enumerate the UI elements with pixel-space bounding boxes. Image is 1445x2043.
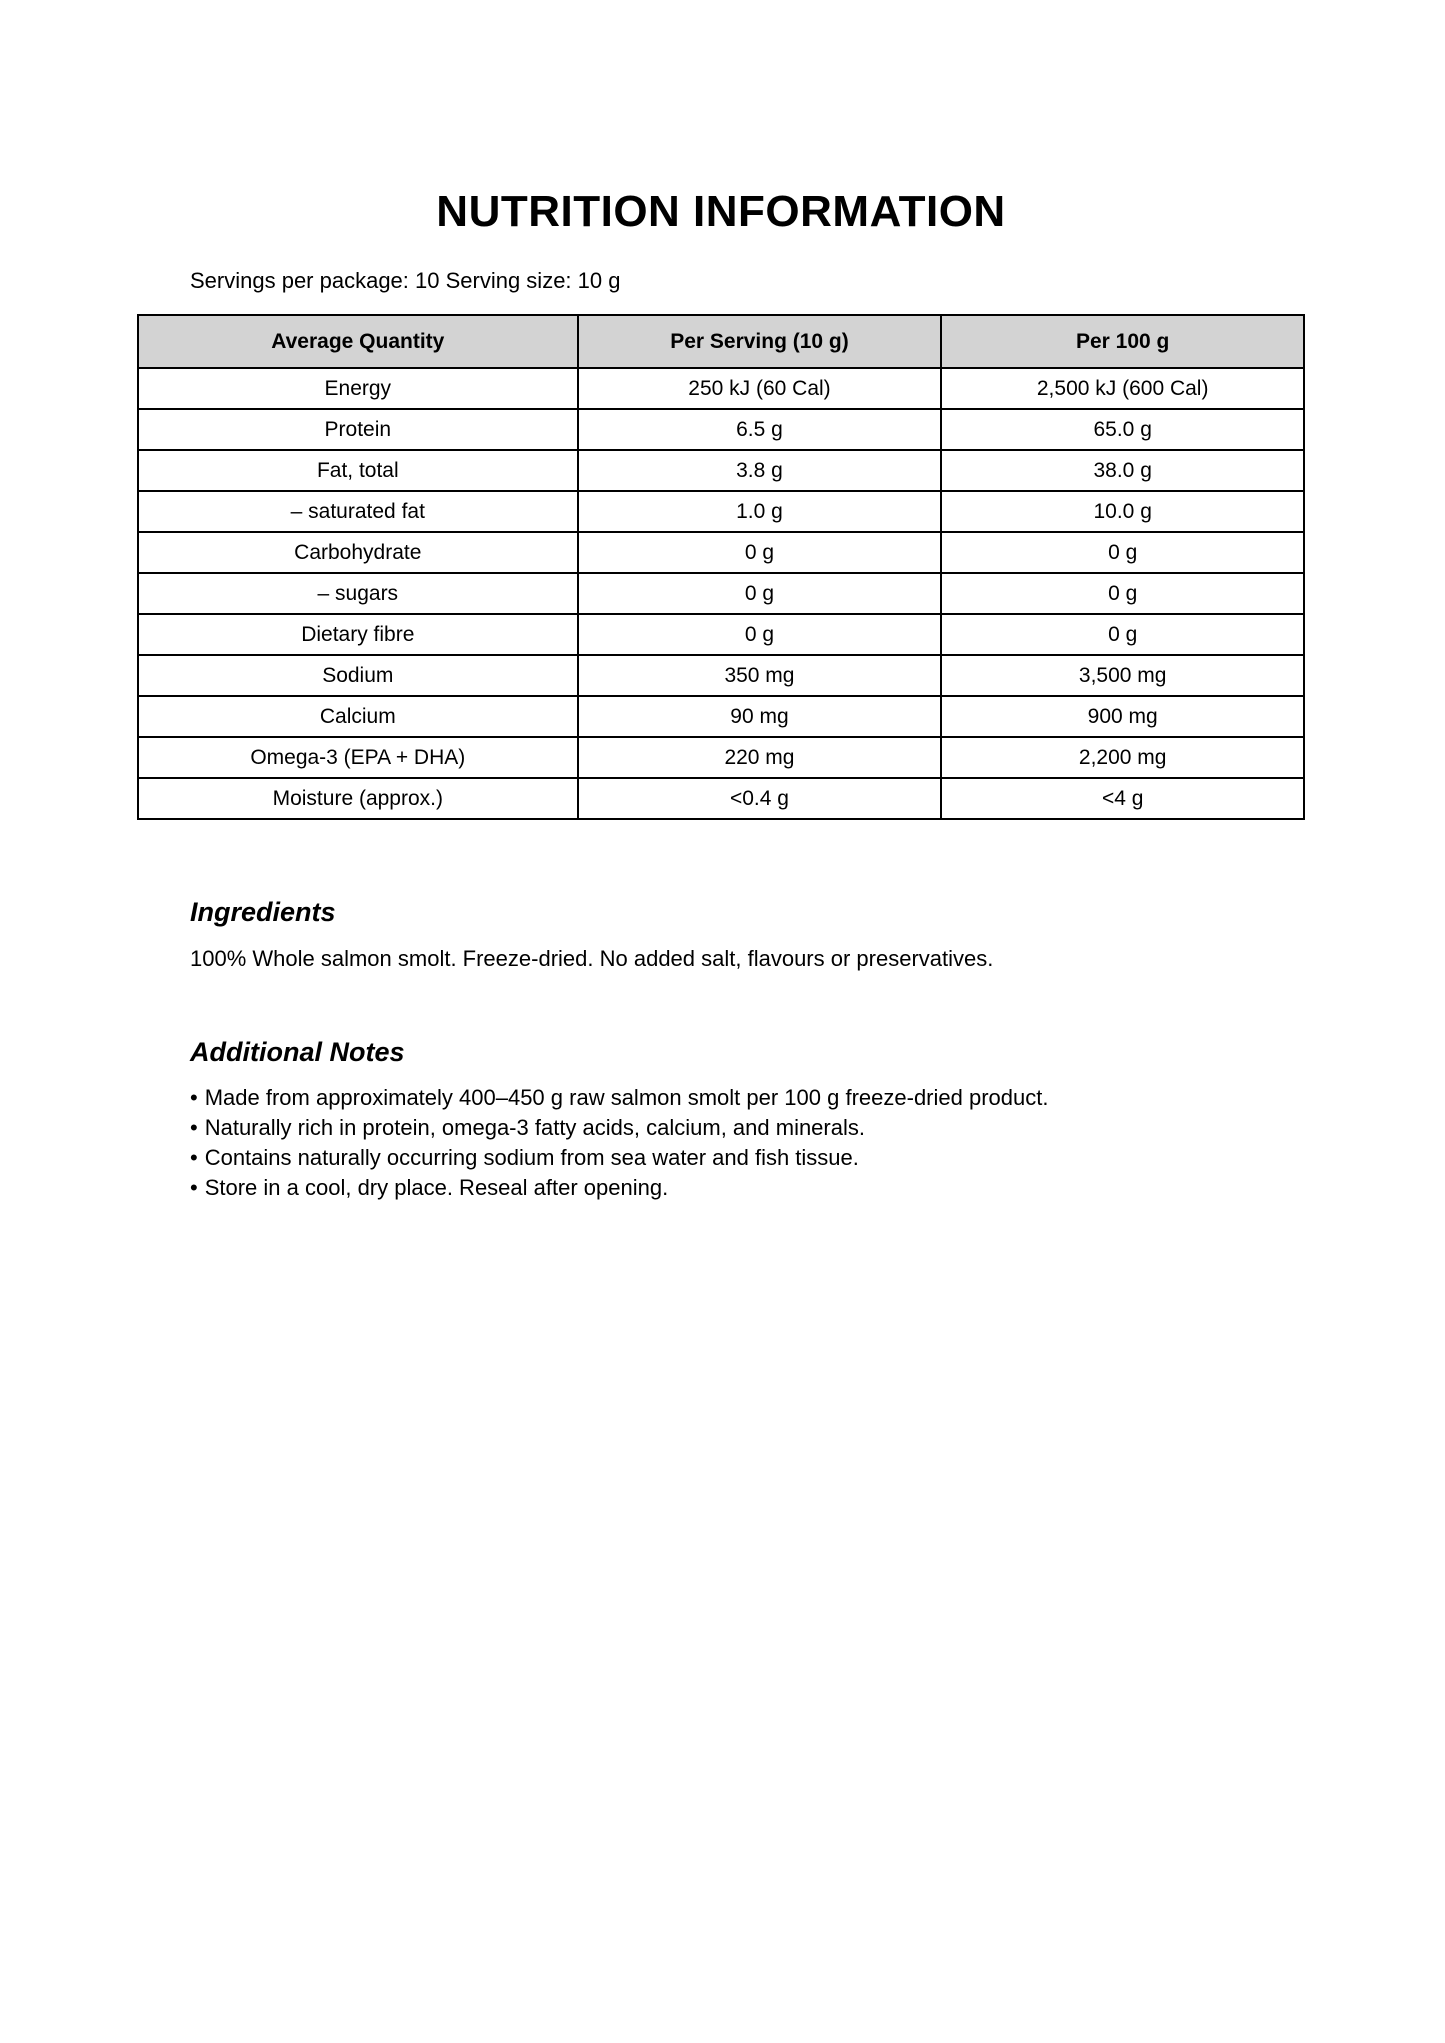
note-text: Store in a cool, dry place. Reseal after opening. — [204, 1174, 669, 1200]
nutrient-label: – saturated fat — [138, 491, 578, 532]
nutrient-label: Protein — [138, 409, 578, 450]
per-serving-value: 6.5 g — [578, 409, 942, 450]
note-item — [190, 1083, 1305, 1113]
nutrient-label: Fat, total — [138, 450, 578, 491]
table-row-fat-total — [138, 450, 1304, 491]
per-100g-value: 0 g — [941, 614, 1304, 655]
nutrient-label: Carbohydrate — [138, 532, 578, 573]
per-100g-value: 2,200 mg — [941, 737, 1304, 778]
table-row-carbohydrate — [138, 532, 1304, 573]
page-title: NUTRITION INFORMATION — [436, 187, 1006, 236]
per-100g-value: 0 g — [941, 532, 1304, 573]
nutrient-label: Energy — [138, 368, 578, 409]
column-header-per-serving: Per Serving (10 g) — [578, 315, 942, 368]
per-100g-value: 10.0 g — [941, 491, 1304, 532]
per-serving-value: 0 g — [578, 573, 942, 614]
note-text: Made from approximately 400–450 g raw salmon smolt per 100 g freeze-dried product. — [204, 1084, 1049, 1110]
per-100g-value: 3,500 mg — [941, 655, 1304, 696]
table-row-moisture — [138, 778, 1304, 819]
nutrient-label: – sugars — [138, 573, 578, 614]
bullet-glyph: • — [190, 1114, 198, 1140]
nutrient-label: Calcium — [138, 696, 578, 737]
per-serving-value: 90 mg — [578, 696, 942, 737]
table-row-sugars — [138, 573, 1304, 614]
column-header-per-100g: Per 100 g — [941, 315, 1304, 368]
column-header-average-quantity: Average Quantity — [138, 315, 578, 368]
per-serving-value: 3.8 g — [578, 450, 942, 491]
ingredients-text: 100% Whole salmon smolt. Freeze-dried. No added salt, flavours or preservatives. — [190, 946, 994, 972]
bullet-glyph: • — [190, 1084, 198, 1110]
note-text: Contains naturally occurring sodium from sea water and fish tissue. — [204, 1144, 859, 1170]
note-item — [190, 1113, 1305, 1143]
per-100g-value: 900 mg — [941, 696, 1304, 737]
per-serving-value: 0 g — [578, 532, 942, 573]
note-text: Naturally rich in protein, omega-3 fatty acids, calcium, and minerals. — [204, 1114, 865, 1140]
nutrition-table-header — [138, 315, 1304, 368]
nutrient-label: Omega-3 (EPA + DHA) — [138, 737, 578, 778]
table-row-dietary-fibre — [138, 614, 1304, 655]
ingredients-heading: Ingredients — [190, 897, 336, 927]
per-serving-value: 0 g — [578, 614, 942, 655]
servings-summary: Servings per package: 10 Serving size: 10 g — [190, 268, 621, 293]
per-serving-value: 220 mg — [578, 737, 942, 778]
bullet-glyph: • — [190, 1174, 198, 1200]
per-100g-value: 65.0 g — [941, 409, 1304, 450]
table-row-sodium — [138, 655, 1304, 696]
per-serving-value: 350 mg — [578, 655, 942, 696]
table-row-protein — [138, 409, 1304, 450]
per-serving-value: 1.0 g — [578, 491, 942, 532]
table-header-row — [138, 315, 1304, 368]
note-item — [190, 1143, 1305, 1173]
nutrition-table — [137, 314, 1305, 820]
note-item — [190, 1173, 1305, 1203]
document-page — [137, 0, 1305, 1203]
table-row-calcium — [138, 696, 1304, 737]
per-100g-value: <4 g — [941, 778, 1304, 819]
table-row-energy — [138, 368, 1304, 409]
additional-notes-heading: Additional Notes — [190, 1037, 405, 1068]
table-row-omega-3 — [138, 737, 1304, 778]
table-row-saturated-fat — [138, 491, 1304, 532]
nutrient-label: Moisture (approx.) — [138, 778, 578, 819]
per-100g-value: 2,500 kJ (600 Cal) — [941, 368, 1304, 409]
nutrient-label: Sodium — [138, 655, 578, 696]
nutrient-label: Dietary fibre — [138, 614, 578, 655]
additional-notes-list — [190, 1083, 1305, 1203]
nutrition-table-body — [138, 368, 1304, 819]
per-serving-value: <0.4 g — [578, 778, 942, 819]
per-100g-value: 0 g — [941, 573, 1304, 614]
per-100g-value: 38.0 g — [941, 450, 1304, 491]
per-serving-value: 250 kJ (60 Cal) — [578, 368, 942, 409]
bullet-glyph: • — [190, 1144, 198, 1170]
